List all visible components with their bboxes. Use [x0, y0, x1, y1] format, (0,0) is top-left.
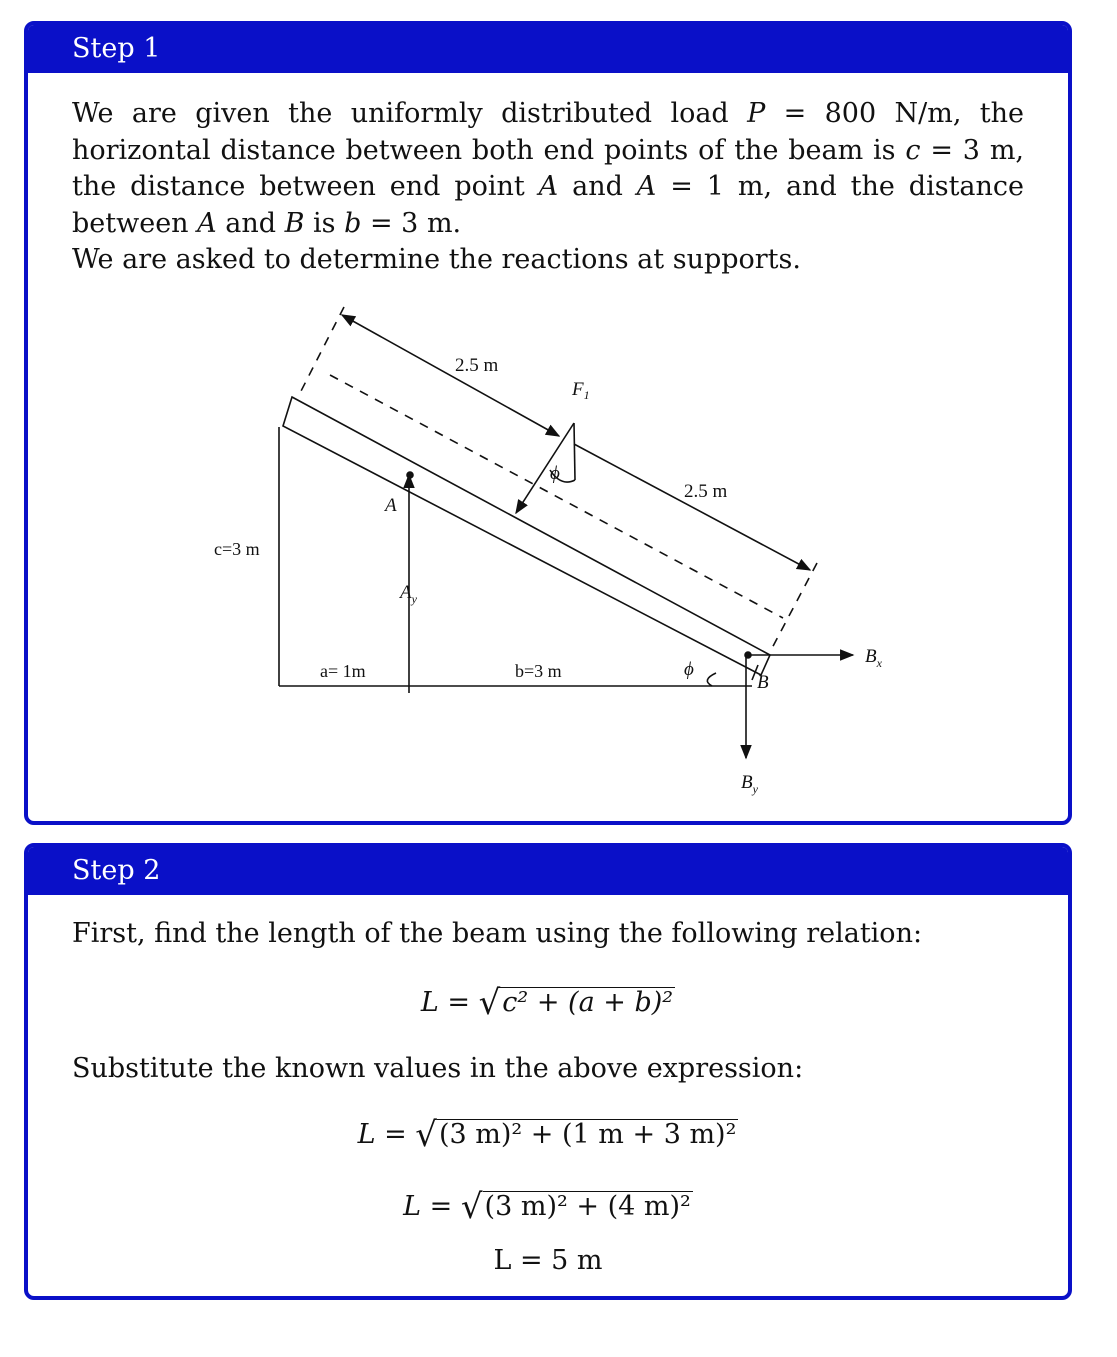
- phi-arc-bottom: [707, 673, 716, 686]
- beam-diagram: [28, 25, 1068, 825]
- force-label-f1: $F_1$: [572, 379, 590, 402]
- step2-card: [24, 843, 1072, 1300]
- dim-label-right: 2.5 m: [684, 481, 728, 502]
- step1-header: Step 1: [28, 25, 1068, 73]
- beam: [283, 397, 770, 675]
- label-ay: $A_y$: [400, 582, 417, 606]
- phi-label-bottom: ϕ: [684, 659, 694, 680]
- c-dim-label: c=3 m: [214, 539, 260, 559]
- label-b: B: [757, 672, 769, 693]
- b-dim-label: b=3 m: [515, 661, 562, 681]
- a-dim-label: a= 1m: [320, 661, 366, 681]
- phi-label-top: ϕ: [550, 463, 560, 484]
- step2-intro-wrap: [28, 895, 1068, 953]
- step1-given-text: We are given the uniformly distributed load P = 800 N/m, the horizontal distance between both end points of the beam is c = 3 m, the distance between end point A and A = 1 m, and the distance between A and B is b = 3 m.: [72, 98, 1025, 239]
- equation-2: L = √(3 m)² + (1 m + 3 m)²: [357, 1115, 737, 1155]
- dim-label-top: 2.5 m: [455, 355, 499, 376]
- equation-3: L = √(3 m)² + (4 m)²: [403, 1187, 691, 1227]
- label-by: $B_y$: [741, 772, 758, 796]
- step2-substitute-wrap: [28, 1051, 847, 1088]
- step2-header: Step 2: [28, 847, 1068, 895]
- step2-substitute: Substitute the known values in the above expression:: [72, 1053, 804, 1084]
- step2-intro: First, find the length of the beam using the following relation:: [72, 918, 923, 949]
- step1-card: [24, 21, 1072, 825]
- point-a: [407, 472, 413, 478]
- equation-1: L = √c² + (a + b)²: [420, 983, 674, 1023]
- label-bx: $B_x$: [865, 646, 882, 670]
- f1-vertical-ref: [574, 423, 575, 480]
- force-arrow-f1: [516, 423, 574, 513]
- dim-arrow-right: [574, 444, 810, 570]
- equation-4: L = 5 m: [493, 1245, 603, 1276]
- label-a: A: [385, 495, 397, 516]
- dim-arrow-top: [342, 315, 559, 436]
- step1-asked-text: We are asked to determine the reactions at supports.: [72, 244, 801, 275]
